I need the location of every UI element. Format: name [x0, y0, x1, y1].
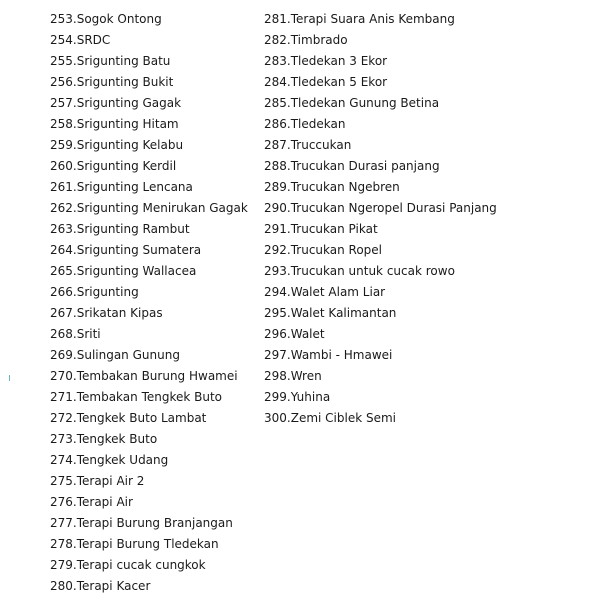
list-item	[264, 9, 497, 30]
list-item	[50, 345, 248, 366]
list-item	[264, 261, 497, 282]
list-item	[50, 429, 248, 450]
item-number: 274.	[50, 453, 77, 467]
list-item	[264, 114, 497, 135]
list-item	[264, 366, 497, 387]
list-item	[50, 534, 248, 555]
list-item	[50, 576, 248, 597]
edge-marker	[9, 375, 10, 381]
item-number: 288.	[264, 159, 291, 173]
item-number: 261.	[50, 180, 77, 194]
item-label: Tembakan Burung Hwamei	[76, 369, 238, 383]
list-item	[50, 30, 248, 51]
item-number: 265.	[50, 264, 77, 278]
list-item	[50, 240, 248, 261]
item-number: 270.	[50, 369, 77, 383]
item-label: Srigunting Batu	[76, 54, 171, 68]
list-item	[50, 9, 248, 30]
item-number: 297.	[264, 348, 291, 362]
item-number: 271.	[50, 390, 77, 404]
item-number: 253.	[50, 12, 77, 26]
item-number: 278.	[50, 537, 77, 551]
item-label: Tengkek Buto	[76, 432, 158, 446]
item-label: Terapi Kacer	[76, 579, 151, 593]
item-label: Srigunting Menirukan Gagak	[76, 201, 248, 215]
item-number: 255.	[50, 54, 77, 68]
list-item	[50, 51, 248, 72]
item-number: 284.	[264, 75, 291, 89]
list-item	[264, 219, 497, 240]
item-number: 275.	[50, 474, 77, 488]
item-label: Srigunting Hitam	[76, 117, 179, 131]
item-label: Srigunting Rambut	[76, 222, 190, 236]
item-number: 281.	[264, 12, 291, 26]
item-number: 293.	[264, 264, 291, 278]
item-label: Srigunting Kelabu	[76, 138, 184, 152]
item-label: SRDC	[76, 33, 111, 47]
item-number: 283.	[264, 54, 291, 68]
item-label: Terapi Burung Tledekan	[76, 537, 219, 551]
item-number: 263.	[50, 222, 77, 236]
item-label: Srikatan Kipas	[76, 306, 163, 320]
list-column-right	[264, 9, 497, 429]
item-number: 286.	[264, 117, 291, 131]
list-item	[50, 303, 248, 324]
list-column-left	[50, 9, 248, 597]
item-number: 260.	[50, 159, 77, 173]
list-item	[50, 114, 248, 135]
item-label: Tengkek Udang	[76, 453, 169, 467]
item-label: Tembakan Tengkek Buto	[76, 390, 223, 404]
item-number: 269.	[50, 348, 77, 362]
list-item	[50, 450, 248, 471]
item-number: 300.	[264, 411, 291, 425]
item-label: Tledekan 3 Ekor	[290, 54, 388, 68]
item-label: Yuhina	[290, 390, 331, 404]
list-item	[264, 177, 497, 198]
item-label: Sogok Ontong	[76, 12, 162, 26]
item-label: Timbrado	[290, 33, 348, 47]
item-number: 277.	[50, 516, 77, 530]
list-item	[50, 387, 248, 408]
list-item	[264, 240, 497, 261]
item-label: Tledekan 5 Ekor	[290, 75, 388, 89]
list-item	[50, 324, 248, 345]
item-number: 292.	[264, 243, 291, 257]
item-label: Terapi Air 2	[76, 474, 145, 488]
item-label: Trucukan Ngebren	[290, 180, 400, 194]
item-label: Wambi - Hmawei	[290, 348, 393, 362]
item-label: Wren	[290, 369, 322, 383]
item-number: 285.	[264, 96, 291, 110]
list-item	[50, 492, 248, 513]
item-number: 267.	[50, 306, 77, 320]
list-item	[264, 156, 497, 177]
item-number: 282.	[264, 33, 291, 47]
list-item	[264, 72, 497, 93]
item-label: Tledekan Gunung Betina	[290, 96, 440, 110]
item-label: Terapi cucak cungkok	[76, 558, 206, 572]
item-label: Srigunting Bukit	[76, 75, 174, 89]
item-number: 266.	[50, 285, 77, 299]
list-item	[50, 93, 248, 114]
item-number: 299.	[264, 390, 291, 404]
list-item	[264, 30, 497, 51]
list-item	[264, 282, 497, 303]
item-number: 268.	[50, 327, 77, 341]
list-item	[50, 72, 248, 93]
item-label: Sriti	[76, 327, 101, 341]
list-item	[50, 555, 248, 576]
item-number: 279.	[50, 558, 77, 572]
item-number: 257.	[50, 96, 77, 110]
item-label: Zemi Ciblek Semi	[290, 411, 396, 425]
list-item	[50, 135, 248, 156]
list-item	[50, 408, 248, 429]
item-number: 258.	[50, 117, 77, 131]
item-label: Truccukan	[290, 138, 352, 152]
item-number: 287.	[264, 138, 291, 152]
item-number: 264.	[50, 243, 77, 257]
item-label: Srigunting Lencana	[76, 180, 193, 194]
item-number: 259.	[50, 138, 77, 152]
list-item	[264, 303, 497, 324]
item-number: 289.	[264, 180, 291, 194]
item-label: Trucukan untuk cucak rowo	[290, 264, 455, 278]
item-number: 273.	[50, 432, 77, 446]
item-label: Terapi Air	[76, 495, 133, 509]
list-item	[264, 387, 497, 408]
item-number: 295.	[264, 306, 291, 320]
list-item	[50, 471, 248, 492]
item-label: Tledekan	[290, 117, 346, 131]
list-item	[264, 198, 497, 219]
list-item	[50, 219, 248, 240]
item-label: Terapi Burung Branjangan	[76, 516, 233, 530]
item-number: 296.	[264, 327, 291, 341]
item-number: 290.	[264, 201, 291, 215]
item-label: Terapi Suara Anis Kembang	[290, 12, 455, 26]
item-label: Sulingan Gunung	[76, 348, 180, 362]
list-item	[264, 135, 497, 156]
list-item	[264, 408, 497, 429]
list-item	[50, 156, 248, 177]
item-number: 276.	[50, 495, 77, 509]
item-label: Srigunting	[76, 285, 139, 299]
list-item	[50, 261, 248, 282]
list-item	[264, 345, 497, 366]
item-label: Srigunting Sumatera	[76, 243, 202, 257]
list-item	[50, 513, 248, 534]
item-label: Srigunting Kerdil	[76, 159, 177, 173]
item-number: 272.	[50, 411, 77, 425]
list-item	[264, 51, 497, 72]
item-number: 294.	[264, 285, 291, 299]
item-label: Trucukan Ngeropel Durasi Panjang	[290, 201, 497, 215]
item-number: 291.	[264, 222, 291, 236]
list-item	[50, 366, 248, 387]
item-label: Trucukan Durasi panjang	[290, 159, 440, 173]
item-number: 262.	[50, 201, 77, 215]
item-number: 256.	[50, 75, 77, 89]
item-label: Walet Kalimantan	[290, 306, 397, 320]
item-label: Tengkek Buto Lambat	[76, 411, 207, 425]
item-label: Trucukan Pikat	[290, 222, 378, 236]
item-label: Srigunting Wallacea	[76, 264, 197, 278]
list-item	[264, 93, 497, 114]
item-label: Srigunting Gagak	[76, 96, 182, 110]
item-number: 298.	[264, 369, 291, 383]
item-number: 254.	[50, 33, 77, 47]
item-label: Walet Alam Liar	[290, 285, 386, 299]
item-label: Walet	[290, 327, 325, 341]
list-item	[50, 282, 248, 303]
item-label: Trucukan Ropel	[290, 243, 383, 257]
item-number: 280.	[50, 579, 77, 593]
list-item	[50, 177, 248, 198]
list-item	[50, 198, 248, 219]
list-item	[264, 324, 497, 345]
